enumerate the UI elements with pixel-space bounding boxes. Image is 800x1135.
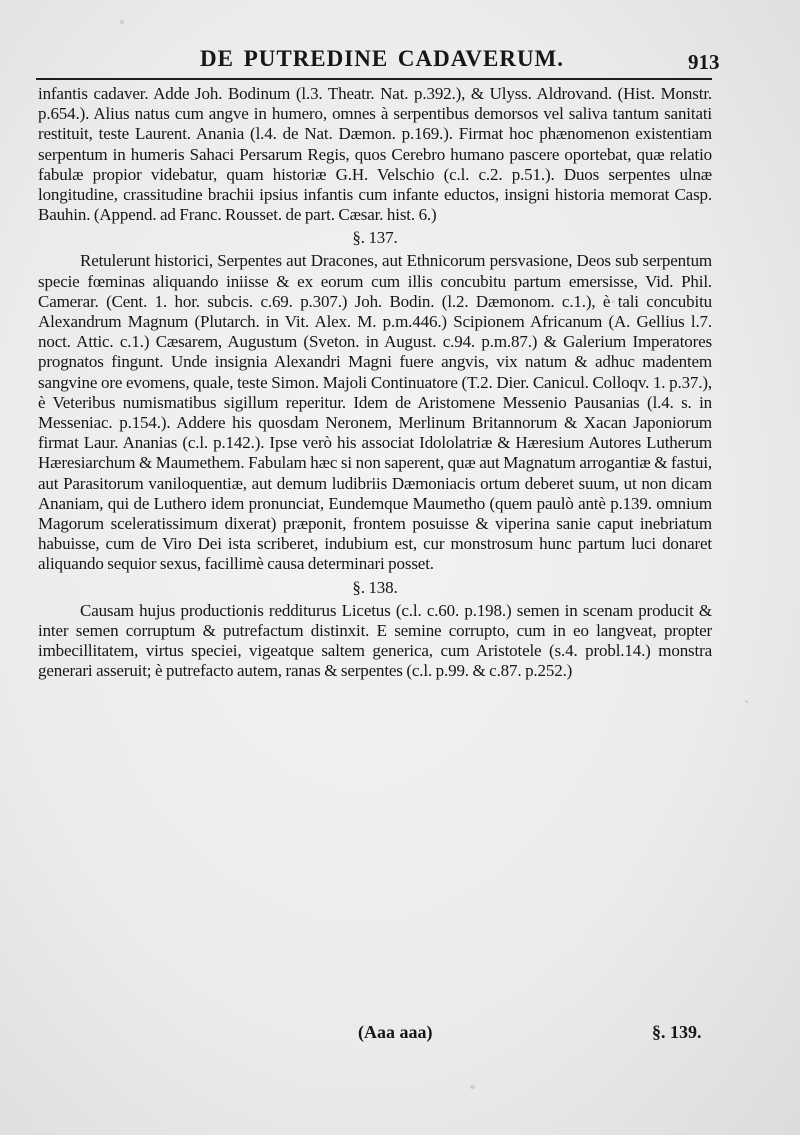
section-heading-138: §. 138. xyxy=(352,577,398,597)
section-heading-137: §. 137. xyxy=(352,228,398,248)
paragraph-3: Causam hujus productionis redditurus Licetus (c.l. c.60. p.198.) semen in scenam producit & inter semen corruptum & putrefactum distinxit. E semine corrupto, cum in eo langveat, propter imbecillitatem, virtus speciei, vigeatque saltem generica, cum Aristotele (s.4. probl.14.) monstra generari asseruit; è putrefacto autem, ranas & serpentes (c.l. p.99. & c.87. p.252.) xyxy=(38,600,712,681)
signature-mark: (Aaa aaa) xyxy=(358,1022,433,1042)
paper-speck xyxy=(612,300,615,303)
page-footer xyxy=(0,1022,800,1050)
paper-speck xyxy=(745,700,748,703)
page-number: 913 xyxy=(688,50,720,74)
paragraph-1: infantis cadaver. Adde Joh. Bodinum (l.3. Theatr. Nat. p.392.), & Ulyss. Aldrovand. (Hist. Monstr. p.654.). Alius natus cum angve in humero, omnes à serpentibus demorsos vel saliva tantum sanitati restituit, teste Laurent. Anania (l.4. de Nat. Dæmon. p.169.). Firmat hoc phænomenon existentiam serpentum in humeris Sahaci Persarum Regis, quos Cerebro humano pascere oportebat, quæ relatio fabulæ propior videbatur, quam historiæ G.H. Velschio (c.l. c.2. p.51.). Duos serpentes ulnæ longitudine, crassitudine brachii ipsius infantis cum infante eductos, insigni historia memorat Casp. Bauhin. (Append. ad Franc. Rousset. de part. Cæsar. hist. 6.) xyxy=(38,84,712,225)
body-text xyxy=(38,84,712,681)
catchword: §. 139. xyxy=(652,1022,702,1042)
paragraph-2: Retulerunt historici, Serpentes aut Dracones, aut Ethnicorum persvasione, Deos sub serpentum specie fœminas aliquando iniisse & ex eorum cum illis concubitu partum emersisse, Vid. Phil. Camerar. (Cent. 1. hor. subcis. c.69. p.307.) Joh. Bodin. (l.2. Dæmonom. c.1.), è tali concubitu Alexandrum Magnum (Plutarch. in Vit. Alex. M. p.m.446.) Scipionem Africanum (A. Gellius l.7. noct. Attic. c.1.) Cæsarem, Augustum (Sveton. in August. c.94. p.m.87.) & Galerium Imperatores prognatos fingunt. Unde insignia Alexandri Magni fuere angvis, vix natum & adhuc madentem sangvine ore evomens, quale, teste Simon. Majoli Continuatore (T.2. Dier. Canicul. Colloqv. 1. p.37.), è Veteribus numismatibus sigillum reperitur. Idem de Aristomene Messenio Pausanias (l.4. s. in Messeniac. p.154.). Addere his quosdam Neronem, Merlinum Britannorum & Xacan Japoniorum firmat Laur. Ananias (c.l. p.142.). Ipse verò his associat Idololatriæ & Hæresium Autores Lutherum Hæresiarchum & Maumethem. Fabulam hæc si non saperent, quæ aut Magnatum arrogantiæ & fastui, aut Parasitorum vaniloquentiæ, aut demum ludibriis Dæmoniacis ortum deberet suum, ut non dicam Ananiam, qui de Luthero idem pronunciat, Eundemque Maumetho (quem paulò antè p.139. omnium Magorum sceleratissimum dixerat) præponit, frontem posuisse & viperina sanie caput inebriatum habuisse, cum de Viro Dei ista scriberet, indubium est, cur monstrosum hunc partum luci donaret aliquando sequior sexus, facillimè causa determinari posset. xyxy=(38,251,712,574)
paper-speck xyxy=(120,20,124,24)
paper-speck xyxy=(470,1085,475,1089)
header-rule xyxy=(36,78,712,80)
page-header xyxy=(0,44,800,80)
running-head: DE PUTREDINE CADAVERUM. xyxy=(200,46,565,71)
